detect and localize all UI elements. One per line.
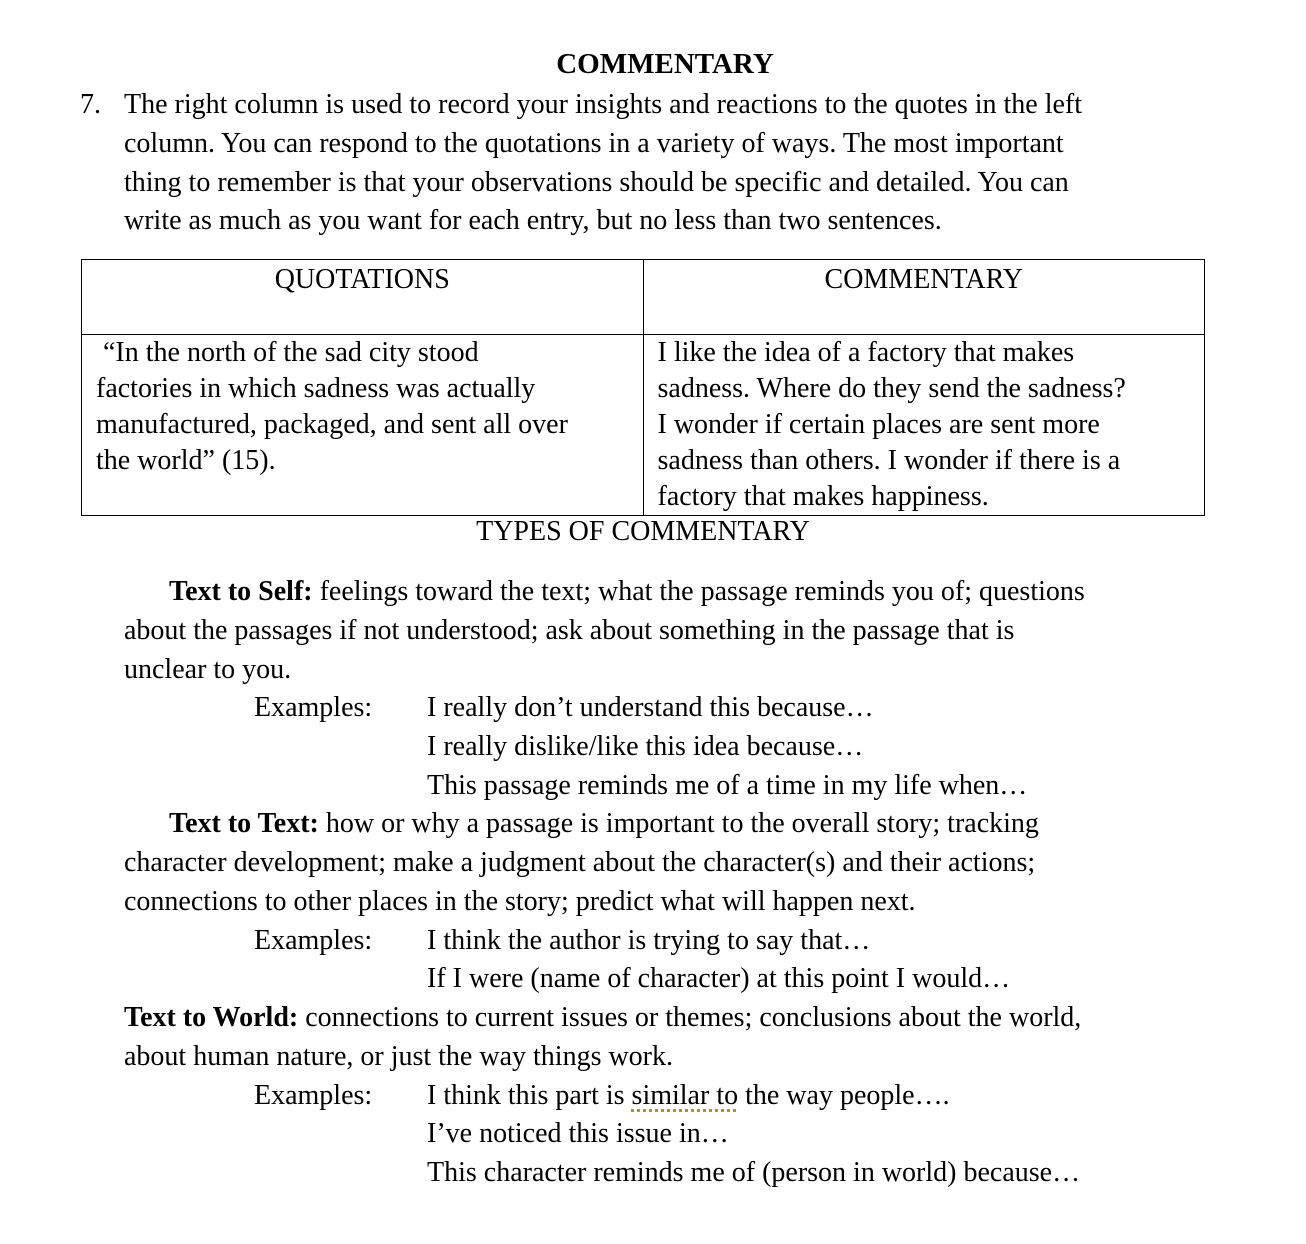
self-example: This passage reminds me of a time in my life when… [427, 770, 1028, 801]
self-description: feelings toward the text; what the passage reminds you of; questions [312, 576, 1085, 607]
commentary-header: COMMENTARY [643, 260, 1205, 335]
instruction-line: The right column is used to record your insights and reactions to the quotes in the left [124, 89, 1083, 120]
text-term: Text to Text: [169, 808, 319, 839]
quotation-line: the world” (15). [96, 445, 276, 476]
quotation-cell [82, 335, 644, 516]
self-term: Text to Self: [169, 576, 313, 607]
instruction-line: column. You can respond to the quotations in a variety of ways. The most important [124, 128, 1064, 159]
world-first-line [124, 998, 1081, 1037]
instruction-line: thing to remember is that your observations should be specific and detailed. You can [124, 167, 1069, 198]
world-term: Text to World: [124, 1002, 299, 1033]
commentary-line: factory that makes happiness. [657, 481, 989, 512]
spelling-flagged-text[interactable]: similar to [631, 1080, 739, 1111]
self-first-line [169, 572, 1085, 611]
commentary-line: sadness than others. I wonder if there is a [657, 445, 1121, 476]
commentary-line: I wonder if certain places are sent more [657, 409, 1100, 440]
text-line: connections to other places in the story; predict what will happen next. [124, 886, 916, 917]
table-header-row [82, 260, 1205, 335]
world-description: connections to current issues or themes; conclusions about the world, [298, 1002, 1082, 1033]
instruction-line: write as much as you want for each entry, but no less than two sentences. [124, 205, 942, 236]
world-line: about human nature, or just the way things work. [124, 1041, 674, 1072]
table-row [82, 335, 1205, 516]
quotations-table [81, 259, 1205, 516]
instruction-number: 7. [80, 89, 101, 120]
world-example-end: the way people…. [738, 1080, 950, 1111]
text-examples-label: Examples: [254, 925, 373, 956]
world-example: This character reminds me of (person in world) because… [427, 1157, 1081, 1188]
self-examples-label: Examples: [254, 692, 373, 723]
quotation-line: factories in which sadness was actually [96, 373, 536, 404]
types-heading: TYPES OF COMMENTARY [476, 516, 810, 547]
page-heading: COMMENTARY [556, 48, 774, 80]
text-first-line [169, 804, 1039, 843]
self-example: I really dislike/like this idea because… [427, 731, 864, 762]
self-line: about the passages if not understood; ask about something in the passage that is [124, 615, 1015, 646]
world-examples-label: Examples: [254, 1080, 373, 1111]
quotation-line: “In the north of the sad city stood [96, 337, 479, 368]
text-example: I think the author is trying to say that… [427, 925, 871, 956]
quotations-header: QUOTATIONS [82, 260, 644, 335]
quotation-line: manufactured, packaged, and sent all over [96, 409, 568, 440]
commentary-cell [643, 335, 1205, 516]
world-example [427, 1076, 950, 1115]
commentary-line: sadness. Where do they send the sadness? [657, 373, 1126, 404]
world-example: I’ve noticed this issue in… [427, 1118, 729, 1149]
text-example: If I were (name of character) at this point I would… [427, 963, 1011, 994]
self-line: unclear to you. [124, 654, 292, 685]
text-description: how or why a passage is important to the overall story; tracking [318, 808, 1039, 839]
world-example-start: I think this part is [427, 1080, 632, 1111]
text-line: character development; make a judgment about the character(s) and their actions; [124, 847, 1036, 878]
self-example: I really don’t understand this because… [427, 692, 874, 723]
commentary-line: I like the idea of a factory that makes [657, 337, 1075, 368]
